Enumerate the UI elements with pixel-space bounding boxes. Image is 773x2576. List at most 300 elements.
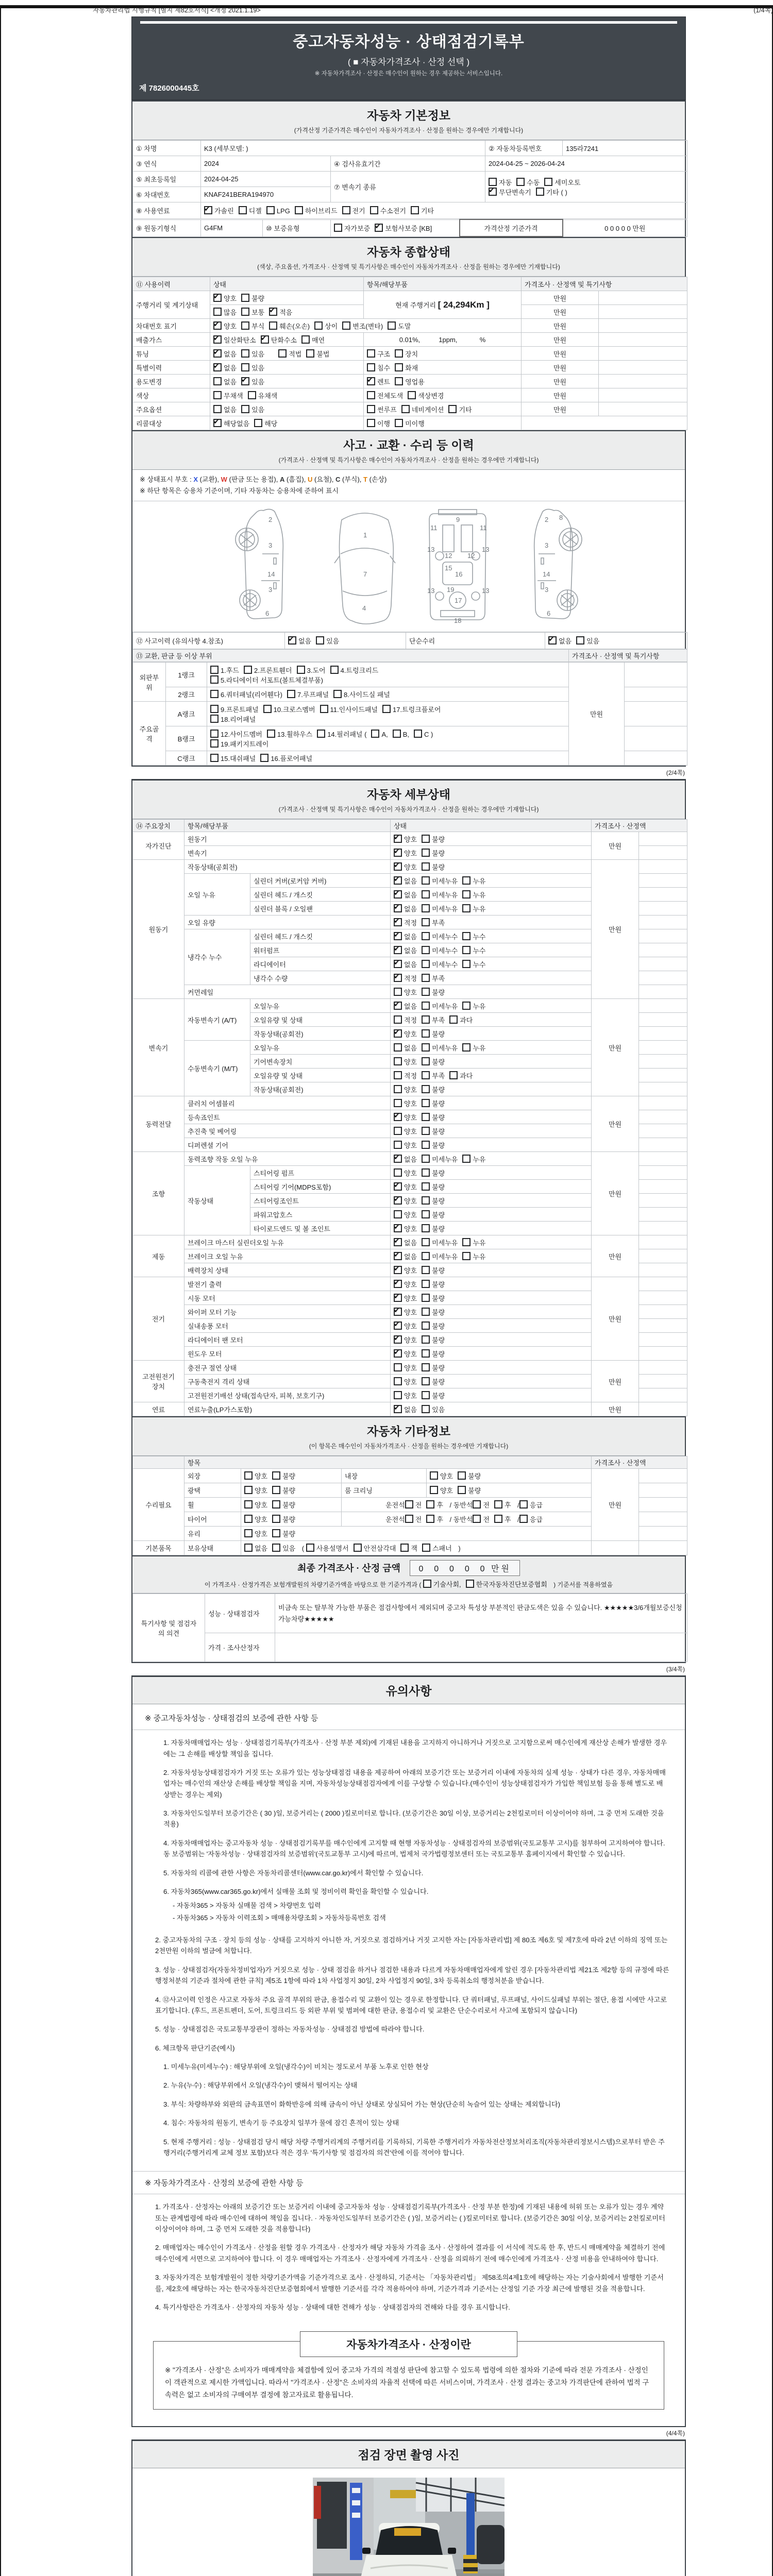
checkbox-icon[interactable] — [430, 1486, 438, 1494]
svg-text:3: 3 — [545, 586, 549, 594]
checked-checkbox-icon[interactable] — [213, 321, 222, 330]
paren-open: ( — [301, 1545, 305, 1553]
option-label: 안전삼각대 — [363, 1545, 396, 1553]
checked-checkbox-icon[interactable] — [394, 946, 402, 954]
checkbox-icon[interactable] — [449, 1071, 458, 1079]
checkbox-icon[interactable] — [422, 1182, 430, 1191]
checkbox-icon[interactable] — [448, 405, 457, 413]
checkbox-icon[interactable] — [272, 1486, 280, 1494]
checkbox-icon[interactable] — [544, 178, 552, 186]
legend-code: W — [221, 476, 227, 483]
option-label: 8.사이드실 패널 — [344, 691, 390, 699]
checked-checkbox-icon[interactable] — [394, 890, 402, 899]
option — [367, 377, 390, 386]
checkbox-icon[interactable] — [210, 754, 219, 762]
remark-cell — [599, 291, 687, 305]
emission-options — [210, 333, 364, 347]
checkbox-icon[interactable] — [430, 1471, 438, 1480]
option — [422, 1321, 445, 1331]
checkbox-icon[interactable] — [422, 918, 430, 926]
checkbox-icon[interactable] — [422, 1210, 430, 1218]
checked-checkbox-icon[interactable] — [394, 1321, 402, 1330]
checked-checkbox-icon[interactable] — [394, 1266, 402, 1274]
checkbox-icon[interactable] — [394, 1071, 402, 1079]
checkbox-icon[interactable] — [241, 405, 249, 413]
inspector-label: 성능 · 상태점검자 — [205, 1594, 275, 1633]
checkbox-icon[interactable] — [239, 206, 247, 214]
checkbox-icon[interactable] — [272, 1471, 280, 1480]
checkbox-icon[interactable] — [422, 932, 430, 940]
checkbox-icon[interactable] — [382, 705, 391, 713]
checkbox-icon[interactable] — [210, 715, 219, 723]
option-label: 전 — [483, 1516, 490, 1524]
checked-checkbox-icon[interactable] — [213, 419, 222, 427]
checkbox-icon[interactable] — [422, 1238, 430, 1246]
checkbox-icon[interactable] — [422, 1155, 430, 1163]
repair-needed-label: 수리필요 — [133, 1469, 184, 1541]
checkbox-icon[interactable] — [263, 705, 272, 713]
checkbox-icon[interactable] — [422, 1015, 430, 1024]
appraiser-opinion — [275, 1633, 687, 1662]
base-price-label: 가격산정 기준가격 — [460, 219, 563, 236]
option — [394, 848, 417, 858]
checkbox-icon[interactable] — [244, 666, 252, 674]
checkbox-icon[interactable] — [422, 974, 430, 982]
checkbox-icon[interactable] — [316, 636, 324, 645]
checkbox-icon[interactable] — [244, 1529, 253, 1537]
checkbox-icon[interactable] — [342, 206, 350, 214]
checked-checkbox-icon[interactable] — [394, 1238, 402, 1246]
checked-checkbox-icon[interactable] — [213, 335, 222, 344]
checked-checkbox-icon[interactable] — [213, 294, 222, 302]
option-label: 양호 — [255, 1501, 268, 1510]
checked-checkbox-icon[interactable] — [367, 377, 375, 385]
checkbox-icon[interactable] — [458, 1486, 466, 1494]
checked-checkbox-icon[interactable] — [489, 188, 497, 196]
header-stripe — [140, 21, 677, 24]
checkbox-icon[interactable] — [422, 1113, 430, 1121]
checkbox-icon[interactable] — [306, 349, 314, 358]
checkbox-icon[interactable] — [394, 1057, 402, 1065]
checkbox-icon[interactable] — [462, 1043, 470, 1052]
remark-cell — [639, 1388, 687, 1402]
option-label: 불량 — [432, 1127, 445, 1136]
remark-cell — [599, 333, 687, 347]
checkbox-icon[interactable] — [519, 1500, 528, 1509]
checked-checkbox-icon[interactable] — [394, 1029, 402, 1038]
checkbox-icon[interactable] — [394, 1391, 402, 1399]
checkbox-icon[interactable] — [210, 730, 219, 738]
checkbox-icon[interactable] — [462, 946, 470, 954]
checkbox-icon[interactable] — [473, 1500, 481, 1509]
checkbox-icon[interactable] — [367, 419, 375, 427]
option — [367, 404, 397, 414]
checkbox-icon[interactable] — [426, 1515, 434, 1523]
checkbox-icon[interactable] — [334, 224, 342, 232]
checkbox-icon[interactable] — [394, 1210, 402, 1218]
checkbox-icon[interactable] — [422, 849, 430, 857]
checkbox-icon[interactable] — [393, 730, 401, 738]
state-options — [391, 1347, 592, 1361]
checkbox-icon[interactable] — [422, 876, 430, 885]
checkbox-icon[interactable] — [210, 690, 219, 698]
checked-checkbox-icon[interactable] — [394, 1002, 402, 1010]
checkbox-icon[interactable] — [401, 405, 410, 413]
checked-checkbox-icon[interactable] — [241, 377, 249, 385]
checkbox-icon[interactable] — [408, 391, 416, 399]
checkbox-icon[interactable] — [210, 739, 219, 748]
option-label: 없음 — [298, 637, 312, 646]
checkbox-icon[interactable] — [244, 1500, 253, 1509]
checkbox-icon[interactable] — [462, 932, 470, 940]
checkbox-icon[interactable] — [210, 705, 219, 713]
first-registration-value: 2024-04-25 — [201, 172, 331, 187]
checkbox-icon[interactable] — [278, 349, 287, 358]
legend-code: X — [193, 476, 198, 483]
checkbox-icon[interactable] — [295, 206, 303, 214]
checkbox-icon[interactable] — [244, 1471, 253, 1480]
checked-checkbox-icon[interactable] — [288, 636, 296, 645]
checkbox-icon[interactable] — [422, 1544, 430, 1552]
legend-code: T — [363, 476, 367, 483]
option — [462, 876, 485, 886]
checkbox-icon[interactable] — [422, 960, 430, 968]
checkbox-icon[interactable] — [422, 1294, 430, 1302]
option-label: 양호 — [404, 1378, 417, 1386]
option — [244, 665, 292, 675]
checkbox-icon[interactable] — [395, 419, 403, 427]
option-label: 양호 — [404, 1099, 417, 1108]
checkbox-icon[interactable] — [272, 1515, 280, 1523]
checkbox-icon[interactable] — [422, 1280, 430, 1288]
option — [394, 1349, 417, 1359]
option — [422, 834, 445, 844]
checkbox-icon[interactable] — [241, 363, 249, 371]
checkbox-icon[interactable] — [254, 419, 262, 427]
option-label: 도말 — [398, 322, 411, 330]
checkbox-icon[interactable] — [462, 890, 470, 899]
checkbox-icon[interactable] — [272, 1544, 280, 1552]
checkbox-icon[interactable] — [267, 730, 275, 738]
checkbox-icon[interactable] — [400, 1544, 409, 1552]
checkbox-icon[interactable] — [462, 1002, 470, 1010]
checked-checkbox-icon[interactable] — [204, 206, 212, 214]
checkbox-icon[interactable] — [422, 1377, 430, 1385]
checkbox-icon[interactable] — [423, 1580, 431, 1588]
checkbox-icon[interactable] — [241, 294, 249, 302]
checkbox-icon[interactable] — [244, 1515, 253, 1523]
state-options — [391, 1333, 592, 1347]
checkbox-icon[interactable] — [473, 1515, 481, 1523]
option — [239, 206, 262, 215]
option-label: 미세누수 — [432, 946, 458, 955]
checked-checkbox-icon[interactable] — [394, 1182, 402, 1191]
checkbox-icon[interactable] — [394, 1141, 402, 1149]
checkbox-icon[interactable] — [272, 1529, 280, 1537]
option-label: 미세누유 — [432, 1002, 458, 1010]
option-label: 불량 — [432, 1350, 445, 1358]
checkbox-icon[interactable] — [241, 321, 249, 330]
checkbox-icon[interactable] — [422, 1085, 430, 1093]
checkbox-icon[interactable] — [367, 405, 375, 413]
checkbox-icon[interactable] — [269, 321, 277, 330]
checked-checkbox-icon[interactable] — [394, 960, 402, 968]
checked-checkbox-icon[interactable] — [394, 849, 402, 857]
checkbox-icon[interactable] — [462, 1155, 470, 1163]
checked-checkbox-icon[interactable] — [394, 1155, 402, 1163]
remark-cell — [639, 1027, 687, 1041]
option — [401, 404, 444, 414]
checkbox-icon[interactable] — [422, 890, 430, 899]
panel-notice — [131, 1675, 686, 2427]
checkbox-icon[interactable] — [388, 321, 396, 330]
checkbox-icon[interactable] — [248, 391, 256, 399]
checkbox-icon[interactable] — [314, 321, 323, 330]
checkbox-icon[interactable] — [241, 308, 249, 316]
checkbox-icon[interactable] — [422, 1127, 430, 1135]
option — [261, 335, 297, 345]
state-options — [391, 971, 592, 985]
checkbox-icon[interactable] — [422, 1266, 430, 1274]
checkbox-icon[interactable] — [367, 363, 375, 371]
checkbox-icon[interactable] — [462, 960, 470, 968]
checked-checkbox-icon[interactable] — [394, 862, 402, 871]
checked-checkbox-icon[interactable] — [394, 918, 402, 926]
checked-checkbox-icon[interactable] — [375, 224, 383, 232]
option-label: 불량 — [432, 1392, 445, 1400]
checkbox-icon[interactable] — [301, 335, 310, 344]
car-diagram-side-left — [236, 510, 283, 619]
checked-checkbox-icon[interactable] — [394, 1224, 402, 1232]
checkbox-icon[interactable] — [494, 1500, 502, 1509]
checked-checkbox-icon[interactable] — [394, 1196, 402, 1205]
checkbox-icon[interactable] — [395, 377, 403, 385]
item-label: 브레이크 마스터 실린더오일 누유 — [184, 1235, 391, 1249]
checked-checkbox-icon[interactable] — [394, 904, 402, 912]
option — [422, 1251, 458, 1261]
checkbox-icon[interactable] — [213, 405, 222, 413]
remark-cell — [625, 663, 687, 687]
state-options — [391, 888, 592, 902]
checkbox-icon[interactable] — [422, 1335, 430, 1344]
checkbox-icon[interactable] — [494, 1515, 502, 1523]
checked-checkbox-icon[interactable] — [269, 308, 277, 316]
checkbox-icon[interactable] — [394, 1377, 402, 1385]
checked-checkbox-icon[interactable] — [394, 1349, 402, 1358]
option — [394, 1001, 417, 1011]
checkbox-icon[interactable] — [466, 1580, 474, 1588]
checkbox-icon[interactable] — [422, 862, 430, 871]
checkbox-icon[interactable] — [320, 705, 328, 713]
price-unit: 만원 — [592, 1402, 639, 1416]
checkbox-icon[interactable] — [422, 835, 430, 843]
checkbox-icon[interactable] — [317, 730, 325, 738]
option-label: 한국자동차진단보증협회 — [476, 1581, 547, 1589]
checkbox-icon[interactable] — [395, 363, 403, 371]
checkbox-icon[interactable] — [394, 1168, 402, 1177]
checked-checkbox-icon[interactable] — [394, 932, 402, 940]
checkbox-icon[interactable] — [330, 666, 339, 674]
item-label: 동력조향 작동 오일 누유 — [184, 1152, 391, 1166]
option-label: 불량 — [432, 1197, 445, 1205]
checkbox-icon[interactable] — [354, 1544, 362, 1552]
checked-checkbox-icon[interactable] — [394, 835, 402, 843]
checkbox-icon[interactable] — [394, 1363, 402, 1371]
checkbox-icon[interactable] — [422, 1141, 430, 1149]
checkbox-icon[interactable] — [213, 391, 222, 399]
checkbox-icon[interactable] — [422, 1321, 430, 1330]
item-label: 실린더 헤드 / 개스킷 — [250, 888, 391, 902]
option — [210, 714, 256, 724]
option — [382, 704, 441, 714]
usage-change-options — [210, 375, 364, 388]
checkbox-icon[interactable] — [422, 1057, 430, 1065]
checkbox-icon[interactable] — [394, 1099, 402, 1107]
checkbox-icon[interactable] — [367, 391, 375, 399]
checkbox-icon[interactable] — [371, 730, 379, 738]
option — [354, 1543, 396, 1553]
checkbox-icon[interactable] — [422, 1099, 430, 1107]
checkbox-icon[interactable] — [394, 1015, 402, 1024]
panel-page2 — [131, 779, 686, 1663]
checkbox-icon[interactable] — [405, 1515, 413, 1523]
option-label: 후 — [436, 1501, 443, 1510]
item-label: 오일유량 및 상태 — [250, 1013, 391, 1027]
checkbox-icon[interactable] — [272, 1500, 280, 1509]
checkbox-icon[interactable] — [306, 1544, 314, 1552]
checkbox-icon[interactable] — [297, 666, 305, 674]
checkbox-icon[interactable] — [422, 1196, 430, 1205]
panel-page1 — [131, 100, 686, 767]
price-column-header: 가격조사 · 산정액 및 특기사항 — [569, 650, 687, 662]
item-label: 등속죠인트 — [184, 1110, 391, 1124]
checkbox-icon[interactable] — [489, 178, 497, 186]
checked-checkbox-icon[interactable] — [394, 1294, 402, 1302]
checkbox-icon[interactable] — [462, 904, 470, 912]
checkbox-icon[interactable] — [244, 1544, 253, 1552]
price-cell-empty — [592, 1541, 639, 1555]
checkbox-icon[interactable] — [287, 690, 295, 698]
option — [241, 293, 264, 303]
checkbox-icon[interactable] — [394, 1043, 402, 1052]
checkbox-icon[interactable] — [422, 1168, 430, 1177]
checked-checkbox-icon[interactable] — [213, 363, 222, 371]
group-label: 동력전달 — [133, 1096, 184, 1152]
checked-checkbox-icon[interactable] — [394, 1335, 402, 1344]
option-label: 불량 — [432, 1266, 445, 1275]
checkbox-icon[interactable] — [422, 1308, 430, 1316]
checkbox-icon[interactable] — [458, 1471, 466, 1480]
checkbox-icon[interactable] — [333, 690, 342, 698]
checkbox-icon[interactable] — [426, 1500, 434, 1509]
checkbox-icon[interactable] — [342, 321, 350, 330]
checked-checkbox-icon[interactable] — [394, 1252, 402, 1260]
option — [462, 945, 485, 955]
checkbox-icon[interactable] — [422, 1363, 430, 1371]
checkbox-icon[interactable] — [576, 636, 584, 645]
checkbox-icon[interactable] — [370, 206, 378, 214]
checkbox-icon[interactable] — [422, 1252, 430, 1260]
checkbox-icon[interactable] — [367, 349, 375, 358]
checkbox-icon[interactable] — [422, 1029, 430, 1038]
checkbox-icon[interactable] — [422, 946, 430, 954]
checkbox-icon[interactable] — [516, 178, 525, 186]
option — [394, 1391, 417, 1400]
option — [422, 890, 458, 900]
option-label: LPG — [276, 207, 290, 215]
checkbox-icon[interactable] — [422, 904, 430, 912]
checkbox-icon[interactable] — [422, 1071, 430, 1079]
checkbox-icon[interactable] — [411, 206, 419, 214]
checkbox-icon[interactable] — [394, 988, 402, 996]
checkbox-icon[interactable] — [422, 1043, 430, 1052]
item-label: 스티어링조인트 — [250, 1194, 391, 1208]
checkbox-icon[interactable] — [462, 876, 470, 885]
checked-checkbox-icon[interactable] — [394, 1405, 402, 1413]
checkbox-icon[interactable] — [394, 1085, 402, 1093]
final-price-label: 최종 가격조사 · 산정 금액 — [297, 1563, 400, 1574]
checkbox-icon[interactable] — [260, 754, 268, 762]
checked-checkbox-icon[interactable] — [394, 1113, 402, 1121]
checkbox-icon[interactable] — [394, 1127, 402, 1135]
checkbox-icon[interactable] — [422, 1002, 430, 1010]
option — [422, 1029, 445, 1039]
option-label: 불량 — [432, 835, 445, 843]
checkbox-icon[interactable] — [405, 1500, 413, 1509]
current-mileage — [364, 291, 522, 319]
checkbox-icon[interactable] — [462, 1238, 470, 1246]
checkbox-icon[interactable] — [462, 1252, 470, 1260]
checked-checkbox-icon[interactable] — [394, 876, 402, 885]
position-prefix: / — [517, 1501, 519, 1510]
checkbox-icon[interactable] — [422, 1224, 430, 1232]
checkbox-icon[interactable] — [519, 1515, 528, 1523]
option-label: 탄화수소 — [271, 336, 297, 344]
checkbox-icon[interactable] — [213, 377, 222, 385]
final-price-value: 0 0 0 0 0 만원 — [410, 1560, 519, 1576]
checked-checkbox-icon[interactable] — [261, 335, 269, 344]
checkbox-icon[interactable] — [210, 675, 219, 684]
checked-checkbox-icon[interactable] — [394, 974, 402, 982]
rank-label: B랭크 — [166, 726, 207, 751]
option — [272, 1543, 295, 1553]
checkbox-icon[interactable] — [210, 666, 219, 674]
car-diagram — [132, 501, 685, 632]
svg-text:3: 3 — [545, 541, 549, 550]
checked-checkbox-icon[interactable] — [548, 636, 557, 645]
option — [367, 363, 390, 372]
option — [241, 377, 264, 386]
checkbox-icon[interactable] — [449, 1015, 458, 1024]
checkbox-icon[interactable] — [422, 988, 430, 996]
checkbox-icon[interactable] — [213, 308, 222, 316]
checked-checkbox-icon[interactable] — [213, 349, 222, 358]
checkbox-icon[interactable] — [241, 349, 249, 358]
option-label: 많음 — [224, 308, 237, 316]
checkbox-icon[interactable] — [414, 730, 422, 738]
checkbox-icon[interactable] — [422, 1391, 430, 1399]
main-option-items — [364, 402, 522, 416]
checked-checkbox-icon[interactable] — [394, 1280, 402, 1288]
checkbox-icon[interactable] — [422, 1405, 430, 1413]
checkbox-icon[interactable] — [536, 188, 544, 196]
checkbox-icon[interactable] — [244, 1486, 253, 1494]
checkbox-icon[interactable] — [422, 1349, 430, 1358]
checkbox-icon[interactable] — [395, 349, 403, 358]
detail-subtitle: (가격조사 · 산정액 및 특기사항은 매수인이 자동차가격조사 · 산정을 원하는 경우에만 기재합니다) — [278, 806, 539, 814]
checked-checkbox-icon[interactable] — [394, 1308, 402, 1316]
checkbox-icon[interactable] — [266, 206, 275, 214]
